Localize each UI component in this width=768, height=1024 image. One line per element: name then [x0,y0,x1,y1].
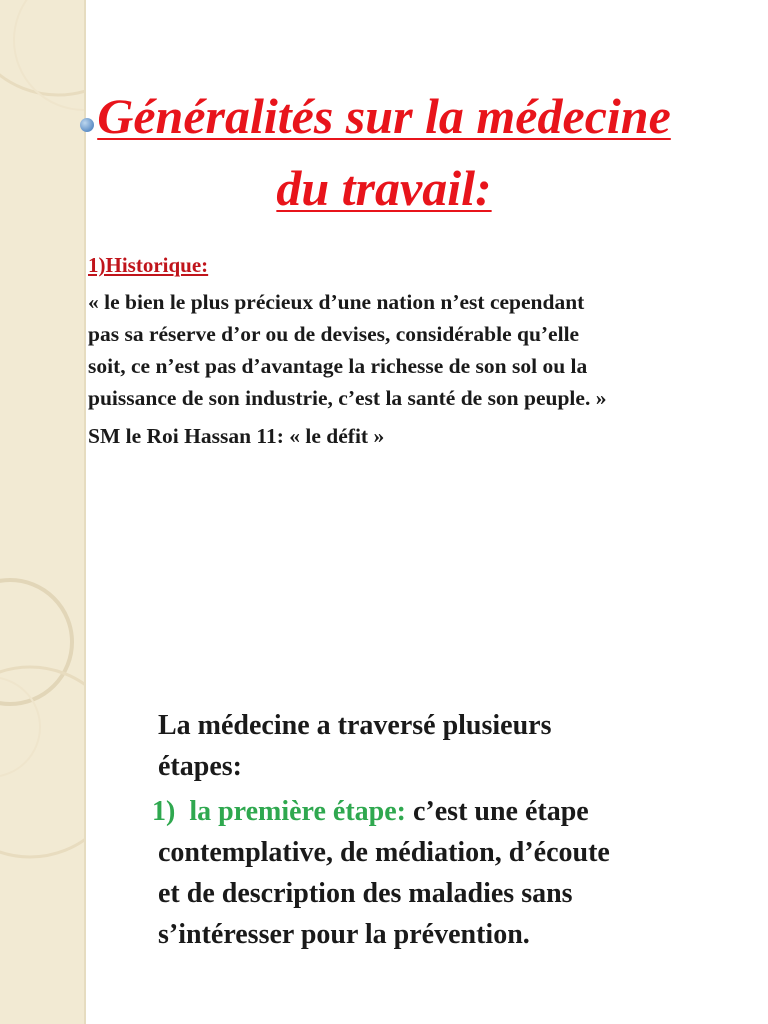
stage-text-line: contemplative, de médiation, d’écoute [158,837,610,868]
quote-line: « le bien le plus précieux d’une nation n’est cependant [88,290,585,314]
stage-item-line [152,791,610,832]
stage-text-line: et de description des maladies sans [158,878,573,909]
stage-text-line: s’intéresser pour la prévention. [158,919,530,950]
quote-attribution: SM le Roi Hassan 11: « le défit » [88,424,385,448]
intro-line: étapes: [158,751,242,782]
quote-line: soit, ce n’est pas d’avantage la richesse de son sol ou la [88,354,588,378]
section-heading-historique: 1)Historique: [88,253,209,277]
slide-title-line2: du travail: [276,160,492,216]
decorative-circles-icon [0,0,84,512]
intro-line: La médecine a traversé plusieurs [158,710,552,741]
slide-etapes [0,512,768,1024]
stage-text: c’est une étape [413,796,589,827]
stages-text-block [152,705,610,955]
slide-title-line1: Généralités sur la médecine [97,88,671,144]
quote-line: pas sa réserve d’or ou de devises, considérable qu’elle [88,322,580,346]
decorative-side-band [0,512,86,1024]
stage-label: la première étape: [189,796,406,827]
quote-line: puissance de son industrie, c’est la santé de son peuple. » [88,386,607,410]
decorative-side-band [0,0,86,512]
stage-number: 1) [152,796,176,827]
decorative-circles-icon [0,512,84,1024]
quote-paragraph [88,286,748,414]
